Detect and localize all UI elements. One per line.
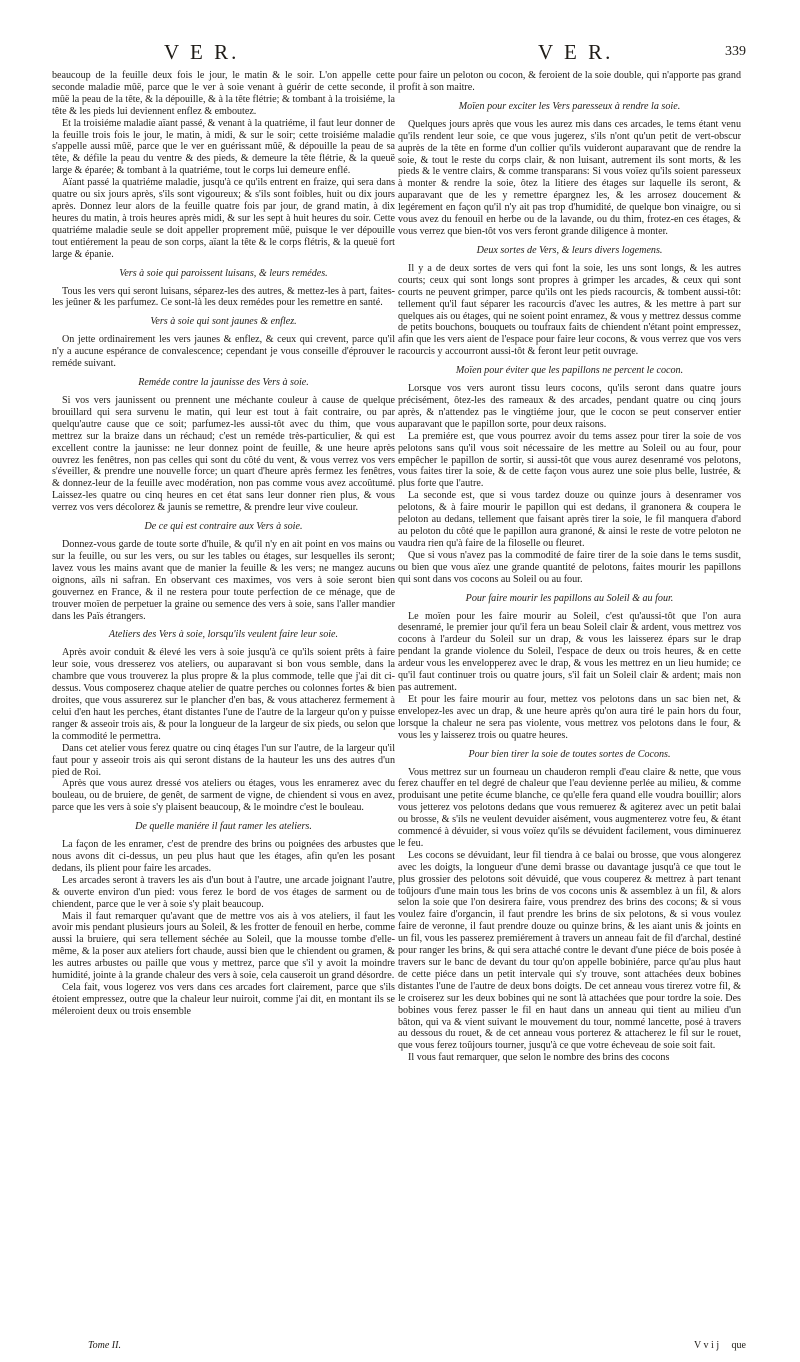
paragraph: Mais il faut remarquer qu'avant que de mettre vos ais à vos ateliers, il faut les avoir mis pendant plusieurs jours au Soleil, & les frotter de fenouil en herbe, comme aussi la bruiere, qui sera tellement séchée au Soleil, que la mousse tombe d'elle-même, & la poser aux ateliers fort chaude, aussi bien que le chiendent ou gramen, & les autres arbustes ou paille que vous y mettrez, parce que s'il y avoit la moindre humidité, jointe à la grande chaleur des vers à soie, cela causeroit un grand désordre. bbox=[52, 910, 395, 982]
paragraph: La seconde est, que si vous tardez douze ou quinze jours à desenramer vos pelotons, & à faire mourir le papillon qui est dedans, il granonera & coupera le peloton au dedans, tellement que faisant après tirer la soie, le fil manquera d'abord au peloton du côté que le papillon aura granoné, & ainsi le reste de votre peloton ne vaudra rien qu'à faire de la filoselle ou fleuret. bbox=[398, 490, 741, 549]
paragraph: Il vous faut remarquer, que selon le nombre des brins des cocons bbox=[408, 1052, 670, 1064]
paragraph: Dans cet atelier vous ferez quatre ou cinq étages l'un sur l'autre, de la largeur qu'il faut pour y asseoir trois ais qui seront distans de la hauteur les uns des autres d'un pied de Roi. bbox=[52, 742, 395, 778]
right-column bbox=[398, 70, 741, 1332]
right-running-title: V E R. bbox=[538, 40, 614, 64]
signature-mark: V v i j bbox=[694, 1340, 720, 1351]
paragraph: Vous mettrez sur un fourneau un chauderon rempli d'eau claire & nette, que vous ferez chauffer en tel degré de chaleur que l'eau devienne perlée au milieu, & comme produisant une petite écume blanche, ce qu'elle fera quand elle voudra bouillir; alors vous jetterez vos pelotons dedans que vous remuerez & agiterez avec un petit balai ou brosse, & s'ils ne veulent devuider aisément, vous augmenterez votre feu, & étant commencé à dévuider, si vous voïez qu'ils se dévuident facilement, vous diminuerez le feu. bbox=[398, 766, 741, 849]
section-heading: Deux sortes de Vers, & leurs divers logemens. bbox=[476, 244, 663, 256]
paragraph: Tous les vers qui seront luisans, séparez-les des autres, & mettez-les à part, faites-les jeûner & les parfumez. Ce sont-là les deux remédes pour les remettre en santé. bbox=[52, 285, 395, 309]
paragraph: Le moïen pour les faire mourir au Soleil, c'est qu'aussi-tôt que l'on aura desenramé, le premier jour qu'il fera un beau Soleil clair & ardent, vous mettrez vos cocons à l'ardeur du Soleil sur un drap, & vous les laisserez épars sur le drap pendant la grande violence du Soleil, l'espace de deux ou trois heures, & en cette ardeur vous les envelopperez avec le drap, & vous les mettrez en un lieu humide; ce qu'il faut continuer trois ou quatre jours, s'il fait un Soleil clair & ardent; mais non pas autrement. bbox=[398, 610, 741, 693]
paragraph: Si vos vers jaunissent ou prennent une méchante couleur à cause de quelque brouillard qui sera survenu le matin, qui leur est tout à fait contraire, ou par quelqu'autre cause que ce soit; parfumez-les aussi-tôt avec du thim, que vous mettrez sur la braize dans un réchaud; c'est un reméde très-particulier, & qui est excellent contre la jaunisse: ne leur donnez point de feuille, & une heure après ouvrez les fenêtres, non pas celles qui sont du côté du vent, & vous verrez vos vers s'éveiller, & prendre une nouvelle force; un quart d'heure après fermez les fenêtres, & donnez-leur de la feuille avec modération, non pas comme vous avez accoûtumé. Laissez-les quatre ou cinq heures en cet état sans leur donner rien plus, & vous verrez vos vers décolorez & jaunis se remettre, & prendre leur vive couleur. bbox=[52, 395, 395, 514]
page-number: 339 bbox=[725, 44, 746, 59]
paragraph: La façon de les enramer, c'est de prendre des brins ou poignées des arbustes que nous avons dit ci-dessus, un peu plus haut que les étages, afin qu'en les posant dedans, ils plient pour faire les arcades. bbox=[52, 839, 395, 874]
paragraph: Que si vous n'avez pas la commodité de faire tirer de la soie dans le tems susdit, ou bien que vous aïez une grande quantité de pelotons, faites mourir les papillons qui sont dans vos cocons au Soleil ou au four. bbox=[398, 549, 741, 585]
paragraph: Les cocons se dévuidant, leur fil tiendra à ce balai ou brosse, que vous alongerez avec les doigts, la longueur d'une demi brasse ou davantage jusqu'à ce que tout le plus grossier des pelotons soit dévuidé, que vous couperez & mettrez à part tenant toûjours d'une main tous les brins de vos cocons unis & assemblez à un fil, & alors selon la soie que l'on desirera faire, vous prendrez des brins des cocons; & si vous voulez faire d'organcin, il faut prendre les brins de six pelotons, & si vous voulez faire de veronne, il faut prendre douze ou quinze brins, & les aiant unis & joints en un fil, vous les passerez premiérement à travers un anneau fait de fil d'archal, destiné pour ranger les brins, & qui sera attaché contre le devant d'une piéce de bois posée à travers sur le banc de devant du tour qu'on appelle bobiniére, parce qu'au plus haut de cette piéce dans un petit intervale qui s'y trouve, sont attachées deux bobines distantes l'une de l'autre de deux bons doigts. De cet anneau vous tirerez votre fil, & le croiserez sur les deux bobines qui ne sont là attachées que pour tordre la soie. Des bobines vous ferez passer le fil en haut dans un anneau qui tient au milieu d'un bâton, qui va & vient suivant le mouvement du tour, nommé lancette, posé à travers au dessous du rouet, & de cet anneau vous porterez & attacherez le fil sur le rouet, que vous ferez toûjours tourner, jusqu'à ce que votre écheveau de soie soit fait. bbox=[398, 849, 741, 1052]
paragraph: Les arcades seront à travers les ais d'un bout à l'autre, une arcade joignant l'autre, & ouverte environ d'un pied: vous ferez le bord de vos étages de sarment ou de chiendent, parce que le ver à soie s'y plait beaucoup. bbox=[52, 874, 395, 910]
section-heading: Vers à soie qui sont jaunes & enflez. bbox=[150, 316, 297, 328]
section-heading: Pour faire mourir les papillons au Soleil & au four. bbox=[465, 592, 674, 604]
paragraph: Donnez-vous garde de toute sorte d'huile, & qu'il n'y en ait point en vos mains ou sur la feuille, ou sur les vers, ou sur les tables ou étages, sur lesquelles ils seront; lavez vous les mains avant que de manier la feuille & les vers; ne mangez aucuns oignons, aïls ni safran. En observant ces maximes, vos vers à soie seront bien gouvernez en France, & il ne restera pour toute perfection de ce ménage, que de trouver moïen de perpetuer la graine ou semence des vers à soie, sans l'aller mandier dans les Païs étrangers. bbox=[52, 539, 395, 622]
section-heading: Vers à soie qui paroissent luisans, & leurs remédes. bbox=[119, 267, 328, 279]
paragraph: Cela fait, vous logerez vos vers dans ces arcades fort clairement, parce que s'ils étoient empressez, outre que la chaleur leur nuiroit, comme j'ai dit, en montant ils se méleroient deux ou trois ensemble bbox=[52, 982, 395, 1017]
paragraph: beaucoup de la feuille deux fois le jour, le matin & le soir. L'on appelle cette seconde maladie mûë, parce que le ver à soie venant à guérir de cette seconde, il mûë la peau de la tête, & la dépouille, & à la tête flétrie; & tombant à la troisiéme, la tête & les pieds lui deviennent enflez & emboutez. bbox=[52, 70, 395, 117]
paragraph: pour faire un peloton ou cocon, & feroient de la soie double, qui n'apporte pas grand profit à son maitre. bbox=[398, 70, 741, 93]
page-footer bbox=[52, 1340, 748, 1356]
paragraph: Après que vous aurez dressé vos ateliers ou étages, vous les enramerez avec du bouleau, ou de bruiere, de genêt, de sarment de vigne, de chiendent si vous en avez, parce que les vers à soie s'y plaisent beaucoup, & le moindre c'est le bouleau. bbox=[52, 778, 395, 814]
catchword: que bbox=[731, 1340, 746, 1351]
paragraph: Aïant passé la quatriéme maladie, jusqu'à ce qu'ils entrent en fraize, qui sera dans quatre ou six jours après, s'ils sont vigoureux; & s'ils sont foibles, huit ou dix jours après. Donnez leur alors de la feuille quatre fois par jour, de grand matin, à dix heures du matin, à trois heures après midi, & sur les sept à huit heures du soir. Cette quatriéme maladie seule se doit appeller proprement mûë, puisque le ver dépouille tout entiérement la peau de son corps, aïant la tête & le corps flétris, & la queuë fort large & épanie. bbox=[52, 177, 395, 260]
left-running-title: V E R. bbox=[164, 40, 240, 64]
paragraph: Après avoir conduit & élevé les vers à soie jusqu'à ce qu'ils soient prêts à faire leur soie, vous dresserez vos ateliers, ou auparavant si bon vous semble, dans la chambre que vous trouverez la plus propre & la plus commode, telle que j'ai dit ci-dessus. Vous composerez chaque atelier de quatre perches ou colonnes fortes & bien droites, que vous assurerez sur le plancher d'en bas, & vous attacherez fermement à celui d'en haut les perches, étant distantes l'une de l'autre de la largeur qu'on y puisse ranger & asseoir trois ais, & pour la longueur de la largeur de six pieds, ou selon que la commodité le permettra. bbox=[52, 647, 395, 742]
section-heading: Ateliers des Vers à soie, lorsqu'ils veulent faire leur soie. bbox=[108, 629, 339, 641]
paragraph: On jette ordinairement les vers jaunes & enflez, & ceux qui crevent, parce qu'il n'y a aucune espérance de convalescence; cependant je vous conseille d'éprouver le reméde suivant. bbox=[52, 334, 395, 370]
paragraph: La premiére est, que vous pourrez avoir du tems assez pour tirer la soie de vos pelotons sans qu'il vous soit nécessaire de les mettre au Soleil ou au four, pour empêcher le papillon de sortir, si aussi-tôt que vous aurez desenramé vos pelotons, vous faites tirer la soie, & de cette façon vous aurez une soie plus belle, lustrée, & plus forte que l'autre. bbox=[398, 430, 741, 490]
section-heading: De quelle maniére il faut ramer les ateliers. bbox=[135, 821, 312, 833]
section-heading: Pour bien tirer la soie de toutes sortes de Cocons. bbox=[468, 748, 671, 760]
paragraph: Quelques jours après que vous les aurez mis dans ces arcades, le tems étant venu qu'ils rendent leur soie, ce que vous jugerez, s'ils n'ont qu'un petit de vert-obscur auprès de la tête en forme d'un collier qu'ils vuideront auparavant que de rendre la soie, & tout le reste du corps clair, & non luisant, autrement ils sont morts, & les pieds & le ventre clairs, & comme transparans: Si vous voïez qu'ils soient paresseux à monter & rendre la soie, ôtez la litiere des étages sur laquelle ils seront, & auparavant que de les y remettre épargnez les, & les arrosez doucement & legérement en façon qu'il n'y ait pas trop d'humidité, de quelque bon vinaigre, ou si vous avez du fenouil en herbe ou de la lavande, ou du thim, frotez-en ces étages, & vous verrez que bien-tôt vos vers feront grande diligence à monter. bbox=[398, 118, 741, 237]
left-column bbox=[52, 70, 395, 1332]
section-heading: De ce qui est contraire aux Vers à soie. bbox=[144, 521, 303, 533]
section-heading: Moïen pour éviter que les papillons ne percent le cocon. bbox=[455, 365, 684, 377]
section-heading: Reméde contre la jaunisse des Vers à soie. bbox=[138, 377, 309, 389]
paragraph: Il y a de deux sortes de vers qui font la soie, les uns sont longs, & les autres courts; ceux qui sont longs sont propres à grimper les arcades, & ceux qui sont courts ne peuvent grimper, parce qu'ils ont les pieds racourcis, & tombent aussi-tôt: tellement qu'il faut séparer les racourcis d'avec les autres, & les mettre à part sur quelques ais ou étages, qui ne soient point enramez, & vous y mettrez dessus comme de petits bouchons, bouquets ou toufraux faits de chiendent n'étant point empressez, afin que les vers aient de l'espace pour faire leur cocons, & vous verrez que vos vers racourcis y accourront aussi-tôt & feront leur petit ouvrage. bbox=[398, 262, 741, 358]
section-heading: Moïen pour exciter les Vers paresseux à rendre la soie. bbox=[458, 100, 681, 112]
paragraph: Lorsque vos vers auront tissu leurs cocons, qu'ils seront dans quatre jours précisément, ôtez-les des rameaux & des arcades, pendant quatre ou cinq jours après, & n'attendez pas le vingtiéme jour, que le cocon se peut conserver entier auparavant que le papillon sorte, pour deux raisons. bbox=[398, 383, 741, 430]
paragraph: Et pour les faire mourir au four, mettez vos pelotons dans un sac bien net, & envelopez-les avec un drap, & une heure après qu'on aura tiré le pain hors du four, lorsque la chaleur ne sera pas violente, vous mettrez vos pelotons dans le four, & vous les y laisserez trois ou quatre heures. bbox=[398, 693, 741, 741]
running-header bbox=[52, 40, 748, 70]
paragraph: Et la troisiéme maladie aïant passé, & venant à la quatriéme, il faut leur donner de la feuille trois fois le jour, le matin, à midi, & sur le soir; cette troisiéme maladie s'appelle aussi mûë, parce que le ver en guérissant mûë, & dépouille la peau de sa tête, & défile la peau du ventre & des pieds, & demeure la tête flétrie, & la queuë large & éparée; & tombant à la quatriéme, tout le corps lui demeure enflé. bbox=[52, 117, 395, 177]
volume-label: Tome II. bbox=[88, 1340, 121, 1351]
